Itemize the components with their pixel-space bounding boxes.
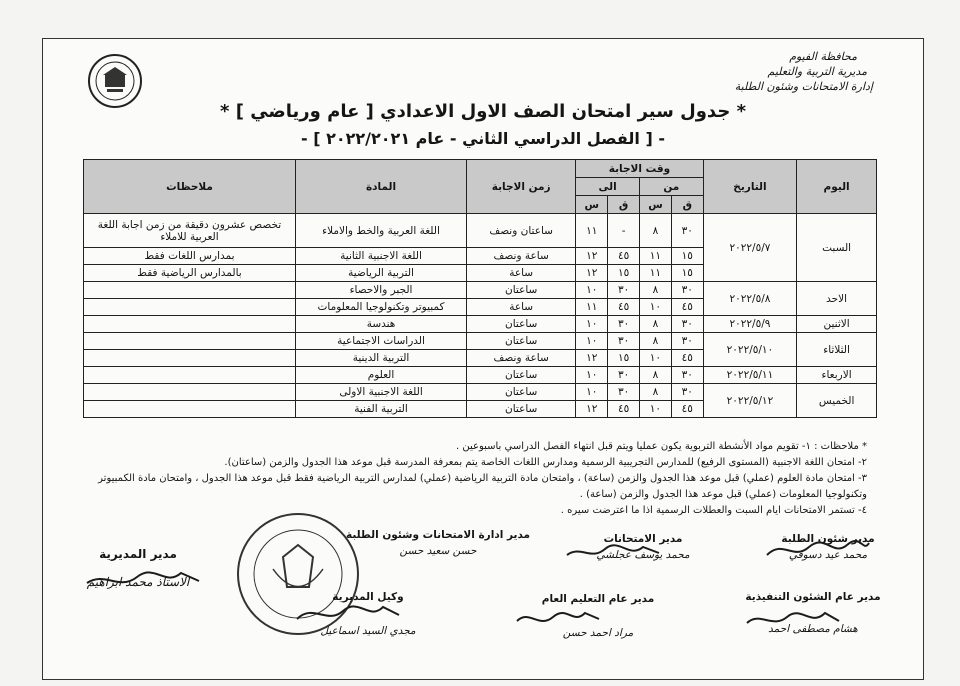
subject-cell: هندسة <box>295 316 466 333</box>
col-from-header: من <box>639 178 703 196</box>
handwritten-signature-icon <box>293 599 403 627</box>
to-hours-cell: ١٠ <box>576 282 608 299</box>
to-hours-cell: ١١ <box>576 299 608 316</box>
signature-name: محمد عيد دسوقي <box>788 549 868 561</box>
to-hours-cell: ١٠ <box>576 384 608 401</box>
subject-cell: كمبيوتر وتكنولوجيا المعلومات <box>295 299 466 316</box>
document-title: * جدول سير امتحان الصف الاول الاعدادي [ عام ورياضي ] * <box>220 101 746 122</box>
footnote-2: ٢- امتحان اللغة الاجنبية (المستوى الرفيع) للمدارس التجريبية الرسمية ومدارس اللغات الخاصة يتم بمعرفة المدرسة قبل موعد هذا الجدول والزمن (ساعتان). <box>224 457 867 468</box>
signature-exams-department <box>323 529 553 557</box>
handwritten-signature-icon <box>763 537 873 563</box>
signature-title: مدير شئون الطلبة <box>781 533 875 545</box>
notes-cell <box>84 333 296 350</box>
signature-name: حسن سعيد حسن <box>399 545 477 557</box>
to-minutes-cell: ١٥ <box>608 350 640 367</box>
to-minutes-cell: ٤٥ <box>608 248 640 265</box>
notes-cell <box>84 299 296 316</box>
table-header-row <box>84 160 877 178</box>
notes-cell <box>84 316 296 333</box>
to-hours-cell: ١١ <box>576 214 608 248</box>
signature-title: وكيل المديرية <box>332 591 404 603</box>
table-row <box>84 316 877 333</box>
from-minutes-cell: ١٥ <box>671 265 703 282</box>
footnote-1: * ملاحظات : ١- تقويم مواد الأنشطة التربوية يكون عمليا ويتم قبل انتهاء الفصل الدراسي باسبوعين . <box>455 441 867 452</box>
from-hours-cell: ٨ <box>639 333 671 350</box>
day-cell: الخميس <box>797 384 877 418</box>
from-minutes-cell: ٣٠ <box>671 367 703 384</box>
signature-title: مدير عام التعليم العام <box>541 593 655 605</box>
notes-cell: بالمدارس الرياضية فقط <box>84 265 296 282</box>
day-cell: الاربعاء <box>797 367 877 384</box>
handwritten-signature-icon <box>83 567 203 593</box>
from-hours-cell: ٨ <box>639 316 671 333</box>
duration-cell: ساعتان <box>467 401 576 418</box>
to-minutes-cell: ٣٠ <box>608 316 640 333</box>
col-answer-time-header: وقت الاجابة <box>576 160 703 178</box>
col-from-minutes: ق <box>671 196 703 214</box>
to-minutes-cell: ٤٥ <box>608 299 640 316</box>
day-cell: السبت <box>797 214 877 282</box>
to-hours-cell: ١٢ <box>576 350 608 367</box>
to-minutes-cell: ٤٥ <box>608 401 640 418</box>
signature-name: مراد احمد حسن <box>562 627 634 639</box>
subject-cell: التربية الدينية <box>295 350 466 367</box>
date-cell: ٢٠٢٢/٥/٨ <box>703 282 797 316</box>
document-subtitle: - [ الفصل الدراسي الثاني - عام ٢٠٢٢/٢٠٢١ ] - <box>301 129 665 148</box>
from-hours-cell: ٨ <box>639 214 671 248</box>
department-label: إدارة الامتحانات وشئون الطلبة <box>734 80 873 93</box>
from-minutes-cell: ٣٠ <box>671 316 703 333</box>
to-hours-cell: ١٠ <box>576 333 608 350</box>
signature-name: هشام مصطفى احمد <box>768 623 858 635</box>
day-cell: الاحد <box>797 282 877 316</box>
table-row <box>84 384 877 401</box>
day-cell: الاثنين <box>797 316 877 333</box>
signature-name: الاستاذ محمد ابراهيم <box>86 575 190 589</box>
subject-cell: العلوم <box>295 367 466 384</box>
handwritten-signature-icon <box>563 541 663 563</box>
duration-cell: ساعتان ونصف <box>467 214 576 248</box>
duration-cell: ساعتان <box>467 384 576 401</box>
from-hours-cell: ١٠ <box>639 401 671 418</box>
signature-title: مدير عام الشئون التنفيذية <box>745 591 881 603</box>
to-minutes-cell: ١٥ <box>608 265 640 282</box>
table-row <box>84 282 877 299</box>
from-minutes-cell: ٤٥ <box>671 299 703 316</box>
col-date-header: التاريخ <box>703 160 797 214</box>
notes-cell: بمدارس اللغات فقط <box>84 248 296 265</box>
to-hours-cell: ١٢ <box>576 265 608 282</box>
col-subject-header: المادة <box>295 160 466 214</box>
col-notes-header: ملاحظات <box>84 160 296 214</box>
handwritten-signature-icon <box>743 607 843 631</box>
signature-name: مجدي السيد اسماعيل <box>320 625 416 637</box>
day-cell: الثلاثاء <box>797 333 877 367</box>
from-minutes-cell: ٣٠ <box>671 384 703 401</box>
duration-cell: ساعتان <box>467 367 576 384</box>
to-hours-cell: ١٢ <box>576 248 608 265</box>
notes-cell <box>84 401 296 418</box>
from-hours-cell: ٨ <box>639 384 671 401</box>
from-minutes-cell: ٣٠ <box>671 282 703 299</box>
duration-cell: ساعتان <box>467 316 576 333</box>
subject-cell: اللغة الاجنبية الاولى <box>295 384 466 401</box>
col-day-header: اليوم <box>797 160 877 214</box>
duration-cell: ساعة <box>467 299 576 316</box>
subject-cell: اللغة العربية والخط والاملاء <box>295 214 466 248</box>
col-to-header: الى <box>576 178 640 196</box>
table-row <box>84 367 877 384</box>
to-minutes-cell: ٣٠ <box>608 384 640 401</box>
signature-name: محمد يوسف عجلشي <box>596 549 690 561</box>
notes-cell: تخصص عشرون دقيقة من زمن اجابة اللغة العربية للاملاء <box>84 214 296 248</box>
from-hours-cell: ٨ <box>639 282 671 299</box>
subject-cell: التربية الفنية <box>295 401 466 418</box>
from-minutes-cell: ٣٠ <box>671 214 703 248</box>
footnote-4: ٤- تستمر الامتحانات ايام السبت والعطلات الرسمية اذا ما اعترضت سيره . <box>560 505 867 516</box>
date-cell: ٢٠٢٢/٥/١٠ <box>703 333 797 367</box>
notes-cell <box>84 367 296 384</box>
footnotes <box>91 439 867 519</box>
subject-cell: الدراسات الاجتماعية <box>295 333 466 350</box>
date-cell: ٢٠٢٢/٥/١١ <box>703 367 797 384</box>
directorate-label: مديرية التربية والتعليم <box>767 65 867 78</box>
from-minutes-cell: ٤٥ <box>671 350 703 367</box>
to-hours-cell: ١٢ <box>576 401 608 418</box>
notes-cell <box>84 350 296 367</box>
notes-cell <box>84 384 296 401</box>
col-to-minutes: ق <box>608 196 640 214</box>
col-from-hours: س <box>639 196 671 214</box>
duration-cell: ساعتان <box>467 282 576 299</box>
col-to-hours: س <box>576 196 608 214</box>
exam-schedule-document <box>42 38 924 680</box>
date-cell: ٢٠٢٢/٥/٩ <box>703 316 797 333</box>
footnote-3: ٣- امتحان مادة العلوم (عملي) قبل موعد هذا الجدول والزمن (ساعة) ، وامتحان مادة التربية الرياضية (عملي) لمدارس التربية الرياضية فقط قبل موعد هذا الجدول ، وامتحان مادة الكمبيوتر وتكنولوجيا المعلومات (عملي) قبل موعد هذا الجدول والزمن (ساعة) . <box>98 473 867 500</box>
table-row <box>84 214 877 248</box>
handwritten-signature-icon <box>513 607 603 631</box>
from-minutes-cell: ٤٥ <box>671 401 703 418</box>
duration-cell: ساعة ونصف <box>467 248 576 265</box>
issuing-authority-header <box>735 49 873 94</box>
from-hours-cell: ١١ <box>639 265 671 282</box>
duration-cell: ساعتان <box>467 333 576 350</box>
subject-cell: التربية الرياضية <box>295 265 466 282</box>
table-row <box>84 333 877 350</box>
signature-title: مدير ادارة الامتحانات وشئون الطلبة <box>345 529 531 541</box>
to-minutes-cell: ٣٠ <box>608 367 640 384</box>
duration-cell: ساعة ونصف <box>467 350 576 367</box>
date-cell: ٢٠٢٢/٥/٧ <box>703 214 797 282</box>
notes-cell <box>84 282 296 299</box>
governorate-label: محافظة الفيوم <box>789 50 857 63</box>
exam-schedule-table <box>83 159 877 418</box>
col-duration-header: زمن الاجابة <box>467 160 576 214</box>
date-cell: ٢٠٢٢/٥/١٢ <box>703 384 797 418</box>
from-hours-cell: ٨ <box>639 367 671 384</box>
duration-cell: ساعة <box>467 265 576 282</box>
from-hours-cell: ١١ <box>639 248 671 265</box>
from-hours-cell: ١٠ <box>639 299 671 316</box>
signature-title: مدير الامتحانات <box>603 533 683 545</box>
from-minutes-cell: ٣٠ <box>671 333 703 350</box>
from-hours-cell: ١٠ <box>639 350 671 367</box>
subject-cell: اللغة الاجنبية الثانية <box>295 248 466 265</box>
to-minutes-cell: ٣٠ <box>608 282 640 299</box>
to-minutes-cell: - <box>608 214 640 248</box>
to-hours-cell: ١٠ <box>576 367 608 384</box>
from-minutes-cell: ١٥ <box>671 248 703 265</box>
signature-title: مدير المديرية <box>99 547 177 561</box>
to-minutes-cell: ٣٠ <box>608 333 640 350</box>
subject-cell: الجبر والاحصاء <box>295 282 466 299</box>
to-hours-cell: ١٠ <box>576 316 608 333</box>
